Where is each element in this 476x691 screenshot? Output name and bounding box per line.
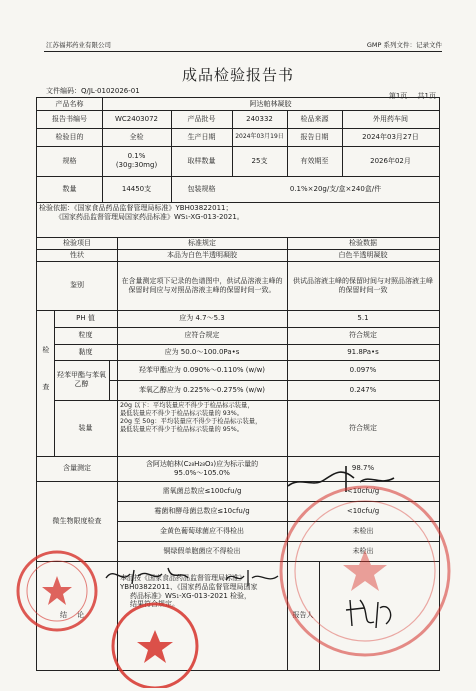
page-current: 第1页: [388, 92, 408, 100]
conclusion-line: 本品按《国家食品药品监督管理局标准》: [120, 574, 246, 582]
document-series: GMP 系列文件：记录文件: [366, 41, 442, 49]
header-result: 检验数据: [349, 238, 377, 247]
granularity-result: 符合规定: [349, 331, 377, 340]
report-no-label: 报告书编号: [52, 114, 87, 123]
assay-standard-line1: 含阿达帕林(C₂₈H₂₈O₃)应为标示量的: [145, 459, 259, 468]
packaging-label: 包装规格: [187, 184, 216, 193]
source-value: 外用药车间: [373, 114, 408, 123]
test-basis-line1: 检验依据：《国家食品药品监督管理局标准》YBH03822011；: [39, 204, 233, 212]
fill-result: 符合规定: [349, 423, 377, 432]
sample-qty-label: 取样数量: [187, 156, 216, 165]
appearance-standard: 本品为白色半透明凝胶: [167, 250, 237, 259]
conclusion-line: YBH03822011、《国家药品监督管理局国家: [120, 582, 258, 591]
spec-size: (30g:30mg): [115, 161, 158, 169]
header-item: 检验项目: [63, 238, 91, 247]
batch-value: 240332: [246, 114, 273, 123]
sample-qty-value: 25支: [251, 156, 268, 165]
batch-label: 产品批号: [187, 114, 216, 123]
header-rule: [44, 51, 442, 52]
expiry-value: 2026年02月: [370, 156, 411, 165]
assay-item: 含量测定: [63, 464, 91, 473]
test-basis-line2: 《国家药品监督管理局国家药品标准》WS₁-XG-013-2021。: [55, 212, 244, 221]
appearance-result: 白色半透明凝胶: [338, 250, 388, 259]
spec-value: [102, 146, 171, 176]
identification-result: 供试品溶液主峰的保留时间与对照品溶液主峰的保留时间一致: [293, 276, 433, 294]
micro-pseudomonas-result: 未检出: [352, 546, 374, 555]
preservatives-item: 羟苯甲酯与苯氧乙醇: [57, 371, 106, 388]
product-name-value: 阿达帕林凝胶: [249, 99, 292, 108]
fill-item: 装量: [78, 423, 93, 432]
micro-staph-standard: 金黄色葡萄球菌应不得检出: [160, 526, 244, 535]
purpose-label: 检验目的: [55, 132, 84, 141]
micro-mold-result: <10cfu/g: [346, 506, 380, 515]
viscosity-item: 黏度: [78, 347, 93, 356]
paraben-standard: 羟苯甲酯应为 0.090%～0.110% (w/w): [138, 365, 266, 374]
granularity-standard: 应符合规定: [184, 331, 220, 340]
report-date-label: 报告日期: [300, 132, 329, 141]
viscosity-standard: 应为 50.0～100.0Pa•s: [164, 347, 240, 356]
ph-item: PH 值: [76, 314, 95, 323]
spec-label: 规格: [62, 156, 77, 165]
assay-standard: [117, 456, 287, 481]
product-name-label: 产品名称: [55, 99, 84, 108]
spec-strength: 0.1%: [127, 152, 146, 161]
checks-group-label: 检查: [41, 346, 50, 420]
fill-standard-line: 20g 至 50g：平均装量应不得少于检品标示装量，: [120, 417, 262, 425]
ph-standard: 应为 4.7～5.3: [179, 314, 225, 323]
identification-standard: 在含量测定项下记录的色谱图中，供试品溶液主峰的保留时间应与对照品溶液主峰的保留时间一致。: [121, 276, 283, 294]
col-line: [319, 561, 320, 670]
file-number: 文件编码：Q/JL·0102026-01: [46, 87, 140, 95]
page-total: 共1页: [417, 92, 436, 100]
phenoxyethanol-standard: 苯氧乙醇应为 0.225%～0.275% (w/w): [138, 385, 266, 394]
viscosity-result: 91.8Pa•s: [347, 347, 379, 356]
report-no-value: WC2403072: [115, 114, 158, 123]
fill-standard-line: 20g 以下：平均装量应不得少于检品标示装量，: [120, 402, 254, 409]
conclusion-text: [120, 574, 285, 634]
source-label: 检品来源: [300, 114, 329, 123]
purpose-value: 全检: [129, 132, 144, 141]
report-date-value: 2024年03月27日: [362, 132, 419, 141]
conclusion-line: 药品标准》WS₁-XG-013-2021 检验，: [130, 591, 252, 600]
micro-mold-standard: 霉菌和酵母菌总数应≤10cfu/g: [154, 506, 250, 515]
packaging-value: 0.1%×20g/支/盒×240盒/件: [289, 184, 382, 193]
micro-item: 微生物限度检查: [52, 516, 102, 525]
col-line: [109, 360, 110, 400]
mfg-date-value: 2024年03月19日: [235, 133, 284, 141]
assay-standard-line2: 95.0%～105.0%: [174, 468, 230, 477]
identification-item: 鉴别: [70, 281, 84, 290]
fill-standard: [120, 402, 285, 454]
expiry-label: 有效期至: [300, 156, 329, 165]
granularity-item: 粒度: [78, 331, 93, 340]
company-name: 江苏福邦药业有限公司: [46, 41, 111, 49]
paraben-result: 0.097%: [349, 365, 377, 374]
fill-standard-line: 最低装量应不得少于检品标示装量的 95%。: [120, 425, 244, 433]
micro-bacteria-standard: 需氧菌总数应≤100cfu/g: [162, 486, 242, 495]
row-line: [37, 202, 439, 203]
mfg-date-label: 生产日期: [187, 132, 216, 141]
micro-bacteria-result: <10cfu/g: [346, 486, 380, 495]
test-basis: [39, 204, 437, 235]
conclusion-line: 结果符合规定。: [130, 600, 179, 609]
reporter-label: 报告人: [292, 611, 314, 620]
conclusion-label: 结论: [60, 611, 94, 620]
report-title: 成品检验报告书: [181, 66, 294, 84]
col-line: [117, 561, 118, 670]
assay-result: 98.7%: [351, 464, 375, 473]
quantity-value: 14450支: [121, 184, 152, 193]
quantity-label: 数量: [62, 184, 77, 193]
ph-result: 5.1: [357, 314, 369, 323]
fill-standard-line: 最低装量应不得少于检品标示装量的 93%。: [120, 409, 244, 417]
phenoxyethanol-result: 0.247%: [349, 385, 377, 394]
header-standard: 标准规定: [188, 238, 216, 247]
report-table: [36, 97, 440, 671]
appearance-item: 性状: [70, 250, 84, 259]
micro-staph-result: 未检出: [352, 526, 374, 535]
micro-pseudomonas-standard: 铜绿假单胞菌应不得检出: [163, 546, 241, 555]
